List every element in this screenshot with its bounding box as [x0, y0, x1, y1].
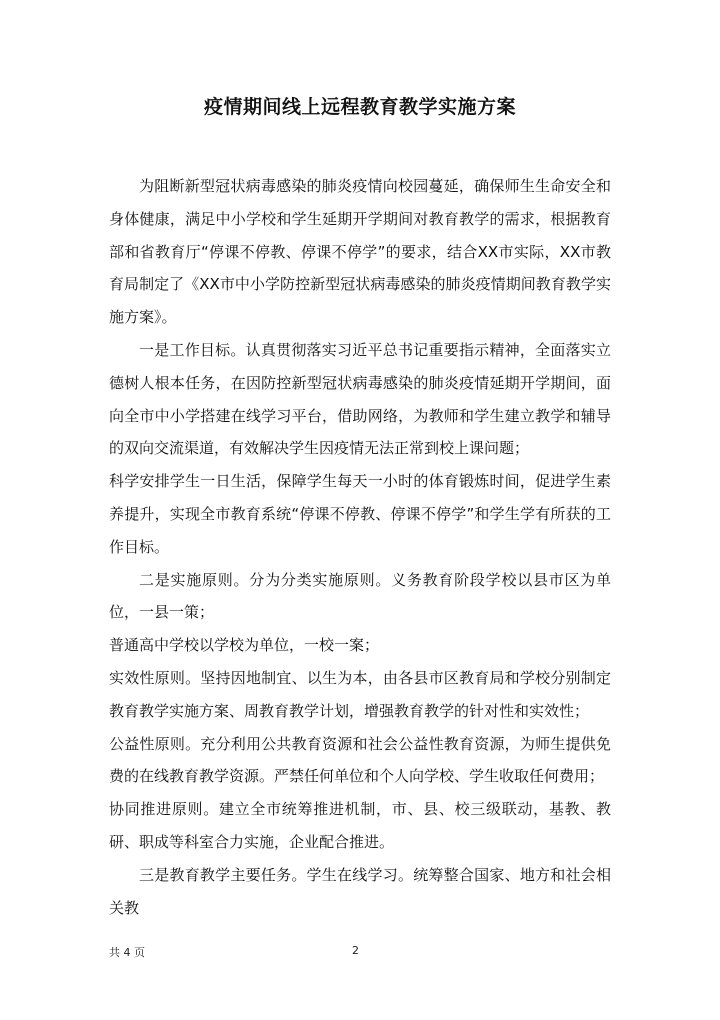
paragraph-coordination: 协同推进原则。建立全市统筹推进机制，市、县、校三级联动，基教、教研、职成等科室合力实施，企业配合推进。 [109, 800, 611, 851]
paragraph-goal: 一是工作目标。认真贯彻落实习近平总书记重要指示精神，全面落实立德树人根本任务，在因防控新型冠状病毒感染的肺炎疫情延期开学期间，面向全市中小学搭建在线学习平台，借助网络，为教师和学生建立教学和辅导的双向交流渠道，有效解决学生因疫情无法正常到校上课问题； [109, 340, 611, 458]
paragraph-public-welfare: 公益性原则。充分利用公共教育资源和社会公益性教育资源，为师生提供免费的在线教育教学资源。严禁任何单位和个人向学校、学生收取任何费用； [109, 734, 611, 786]
paragraph-intro: 为阻断新型冠状病毒感染的肺炎疫情向校园蔓延，确保师生生命安全和身体健康，满足中小学校和学生延期开学期间对教育教学的需求，根据教育部和省教育厅“停课不停教、停课不停学”的要求，结合XX市实际，XX市教育局制定了《XX市中小学防控新型冠状病毒感染的肺炎疫情期间教育教学实施方案》。 [109, 177, 611, 327]
document-body [109, 170, 611, 924]
footer-total-pages: 共 4 页 [109, 946, 145, 959]
paragraph-effectiveness: 实效性原则。坚持因地制宜、以生为本，由各县市区教育局和学校分别制定教育教学实施方案、周教育教学计划，增强教育教学的针对性和实效性； [109, 668, 611, 720]
paragraph-high-school: 普通高中学校以学校为单位，一校一案； [109, 636, 380, 655]
paragraph-goal-continued: 科学安排学生一日生活，保障学生每天一小时的体育锻炼时间，促进学生素养提升，实现全市教育系统“停课不停教、停课不停学”和学生学有所获的工作目标。 [109, 472, 611, 556]
document-title: 疫情期间线上远程教育教学实施方案 [203, 96, 516, 118]
footer-page-number: 2 [352, 944, 359, 957]
paragraph-principles: 二是实施原则。分为分类实施原则。义务教育阶段学校以县市区为单位，一县一策； [109, 570, 611, 622]
paragraph-main-tasks: 三是教育教学主要任务。学生在线学习。统筹整合国家、地方和社会相关教 [109, 865, 611, 917]
